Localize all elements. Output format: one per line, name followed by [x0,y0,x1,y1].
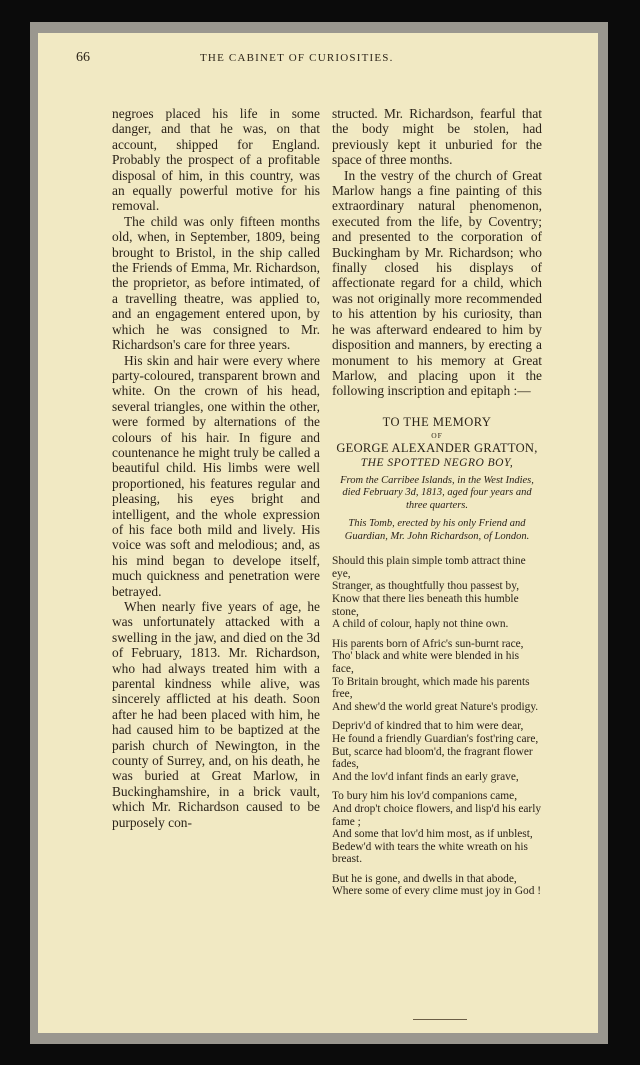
paragraph: When nearly five years of age, he was unfortunately attacked with a swelling in the jaw, and died on the 3d of February, 1813. Mr. Richardson, who had always treated him with a parental kindness while alive, was sincerely afflicted at his death. Soon after he had been placed with him, he had caused him to be baptized at the parish church of Newington, in the county of Surrey, and, on his death, he was buried at Great Marlow, in Buckinghamshire, in a brick vault, which Mr. Richardson caused to be purposely con- [112,599,320,830]
epitaph-stanza [332,873,542,898]
memorial-of: OF [431,430,443,440]
poem-line: Should this plain simple tomb attract thine eye, [332,555,526,580]
memorial-heading: TO THE MEMORY [382,414,492,429]
poem-line: A child of colour, haply not thine own. [332,618,509,631]
poem-line: And the lov'd infant finds an early grave, [332,770,519,783]
memorial-subtitle: THE SPOTTED NEGRO BOY, [360,456,514,469]
paragraph: His skin and hair were every where party-coloured, transparent brown and white. On the crown of his head, several triangles, one within the other, were formed by alternations of the colours of his hair. In figure and countenance he might truly be called a beautiful child. His limbs were well proportioned, his features regular and pleasing, his eyes bright and intelligent, and the whole expression of his face both mild and lively. His voice was soft and melodious; and, as his mind began to develope itself, much quickness and penetration were betrayed. [112,352,320,599]
poem-line: And shew'd the world great Nature's prodigy. [332,700,539,713]
poem-line: But he is gone, and dwells in that abode, [332,872,517,885]
poem-line: Depriv'd of kindred that to him were dear, [332,720,524,733]
epitaph-stanza [332,638,542,714]
right-column [332,106,542,905]
paragraph: negroes placed his life in some danger, and that he was, on that account, shipped for England. Probably the prospect of a profitable disposal of him, in this country, was an equally powerful motive for his removal. [112,106,320,214]
epitaph-stanza [332,555,542,631]
poem-line: Bedew'd with tears the white wreath on his breast. [332,840,528,866]
paragraph: In the vestry of the church of Great Marlow hangs a fine painting of this extraordinary natural phenomenon, executed from the life, by Coventry; and presented to the corporation of Buckingham by Mr. Richardson; who finally closed his displays of affectionate regard for a child, which was not originally more recommended to his attention by his curiosity, than he was afterward endeared to him by disposition and manners, by erecting a monument to his memory at Great Marlow, and placing upon it the following inscription and epitaph :— [332,167,542,399]
poem-line: To Britain brought, which made his parents free, [332,675,530,701]
poem-line: His parents born of Afric's sun-burnt race, [332,637,524,650]
paragraph: The child was only fifteen months old, when, in September, 1809, being brought to Bristol, in the ship called the Friends of Emma, Mr. Richardson, the proprietor, as before intimated, of a travelling theatre, was applied to, and an engagement entered upon, by which he was consigned to Mr. Richardson's care for three years. [112,213,320,353]
epitaph-poem [332,555,542,898]
epitaph-stanza [332,720,542,783]
poem-line: But, scarce had bloom'd, the fragrant flower fades, [332,745,533,771]
poem-line: Know that there lies beneath this humble stone, [332,593,519,618]
poem-line: And drop't choice flowers, and lisp'd his early fame ; [332,802,542,828]
poem-line: He found a friendly Guardian's fost'ring care, [332,732,539,745]
end-rule [413,1019,467,1022]
epitaph-stanza [332,790,542,866]
poem-line: Tho' black and white were blended in his face, [332,650,520,675]
paragraph: structed. Mr. Richardson, fearful that the body might be stolen, had previously kept it unburied for the space of three months. [332,106,542,168]
poem-line: To bury him his lov'd companions came, [332,790,518,803]
memorial-inscription [332,415,542,544]
poem-line: Where some of every clime must joy in God ! [332,885,542,898]
memorial-dedication: This Tomb, erected by his only Friend and Guardian, Mr. John Richardson, of London. [344,518,530,542]
page-header [0,50,640,70]
left-column [112,106,320,830]
memorial-origin: From the Carribee Islands, in the West Indies, died February 3d, 1813, aged four years and three quarters. [340,474,534,511]
poem-line: And some that lov'd him most, as if unblest, [332,828,533,841]
running-head: THE CABINET OF CURIOSITIES. [200,52,394,64]
page-number: 66 [76,50,90,65]
memorial-name: GEORGE ALEXANDER GRATTON, [336,440,538,455]
poem-line: Stranger, as thoughtfully thou passest by, [332,580,520,593]
